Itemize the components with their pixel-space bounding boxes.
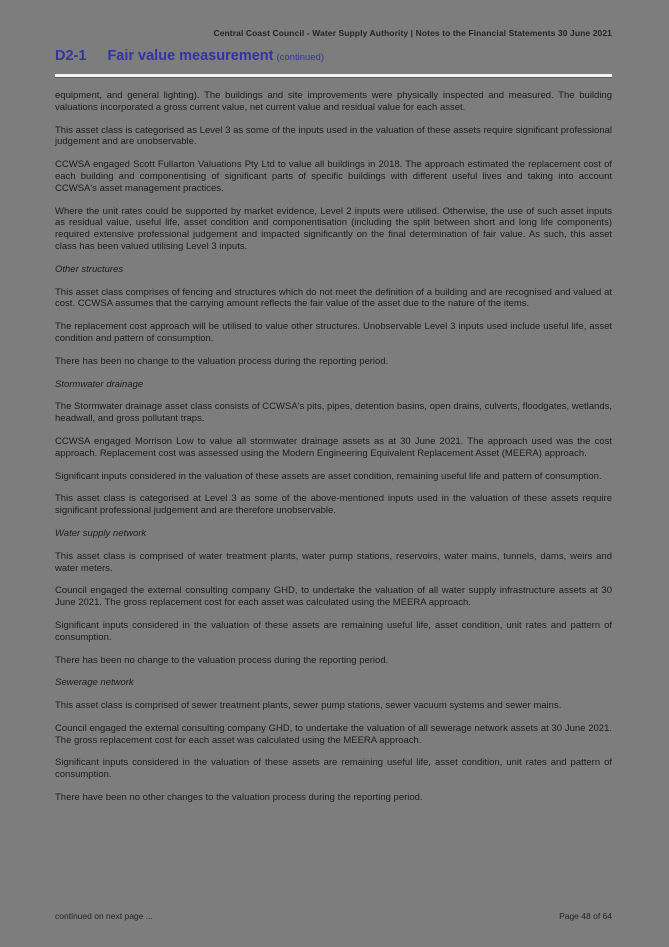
paragraph: There has been no change to the valuation process during the reporting period.	[55, 654, 389, 666]
title-text: Fair value measurement	[107, 48, 274, 64]
paragraph: Significant inputs considered in the valuation of these assets are remaining useful life, asset condition, unit rates and pattern of consumption.	[55, 757, 612, 781]
footer-continued-note: continued on next page ...	[55, 911, 153, 921]
paragraph: This asset class is comprised of water treatment plants, water pump stations, reservoirs, water mains, tunnels, dams, weirs and water meters.	[55, 550, 612, 574]
paragraph: This asset class is comprised of sewer treatment plants, sewer pump stations, sewer vacuum systems and sewer mains.	[55, 700, 562, 712]
section-heading-stormwater-drainage: Stormwater drainage	[55, 378, 144, 390]
paragraph: This asset class is categorised as Level 3 as some of the inputs used in the valuation of these assets require significant professional judgement and are unobservable.	[55, 124, 612, 148]
note-body	[55, 90, 612, 804]
paragraph: Council engaged the external consulting company GHD, to undertake the valuation of all water supply infrastructure assets at 30 June 2021. The gross replacement cost for each asset was calculated using the MEERA approach.	[55, 585, 612, 609]
paragraph: Council engaged the external consulting company GHD, to undertake the valuation of all sewerage network assets at 30 June 2021. The gross replacement cost for each asset was calculated using the MEERA approach.	[55, 722, 612, 746]
paragraph: This asset class comprises of fencing and structures which do not meet the definition of a building and are recognised and valued at cost. CCWSA assumes that the carrying amount reflects the fair value of the asset due to the nature of the items.	[55, 286, 612, 310]
section-heading-sewerage-network: Sewerage network	[55, 677, 134, 689]
paragraph: There have been no other changes to the valuation process during the reporting period.	[55, 792, 423, 804]
paragraph: Significant inputs considered in the valuation of these assets are asset condition, remaining useful life and pattern of consumption.	[55, 470, 602, 482]
section-heading-other-structures: Other structures	[55, 263, 124, 275]
paragraph: The replacement cost approach will be utilised to value other structures. Unobservable Level 3 inputs used include useful life, asset condition and pattern of consumption.	[55, 321, 612, 344]
title-continued-label: (continued)	[276, 52, 324, 63]
paragraph: CCWSA engaged Scott Fullarton Valuations Pty Ltd to value all buildings in 2018. The approach estimated the replacement cost of each building and componentising of significant parts of specific buildings with different useful lives and taking into account CCWSA's asset management practices.	[55, 159, 612, 194]
section-heading-water-supply-network: Water supply network	[55, 527, 147, 539]
paragraph: This asset class is categorised at Level 3 as some of the above-mentioned inputs used in the valuation of these assets require significant professional judgement and are therefore unobservable.	[55, 493, 612, 517]
paragraph: There has been no change to the valuation process during the reporting period.	[55, 355, 389, 367]
paragraph: CCWSA engaged Morrison Low to value all stormwater drainage assets as at 30 June 2021. The approach used was the cost approach. Replacement cost was assessed using the Modern Engineering Equivalent Replacement Asset (MEERA) approach.	[55, 435, 612, 459]
document-header: Central Coast Council - Water Supply Authority | Notes to the Financial Statements 30 June 2021	[213, 28, 612, 38]
footer-page-number: Page 48 of 64	[559, 911, 612, 921]
page-title	[55, 47, 612, 65]
section-code: D2-1	[55, 48, 87, 64]
title-divider	[55, 74, 612, 78]
paragraph: Where the unit rates could be supported by market evidence, Level 2 inputs were utilised. Otherwise, the use of such asset inputs as residual value, useful life, asset condition and componentisation (including the split between short and long life components) required extensive professional judgement and impacted significantly on the final determination of fair value. As such, this asset class has been valued utilising Level 3 inputs.	[55, 205, 612, 252]
document-footer	[55, 911, 612, 921]
paragraph: equipment, and general lighting). The buildings and site improvements were physically inspected and measured. The building valuations incorporated a gross current value, net current value and residual value for each asset.	[55, 90, 612, 113]
paragraph: The Stormwater drainage asset class consists of CCWSA's pits, pipes, detention basins, open drains, culverts, floodgates, wetlands, headwall, and gross pollutant traps.	[55, 401, 612, 425]
paragraph: Significant inputs considered in the valuation of these assets are remaining useful life, asset condition, unit rates and pattern of consumption.	[55, 619, 612, 643]
